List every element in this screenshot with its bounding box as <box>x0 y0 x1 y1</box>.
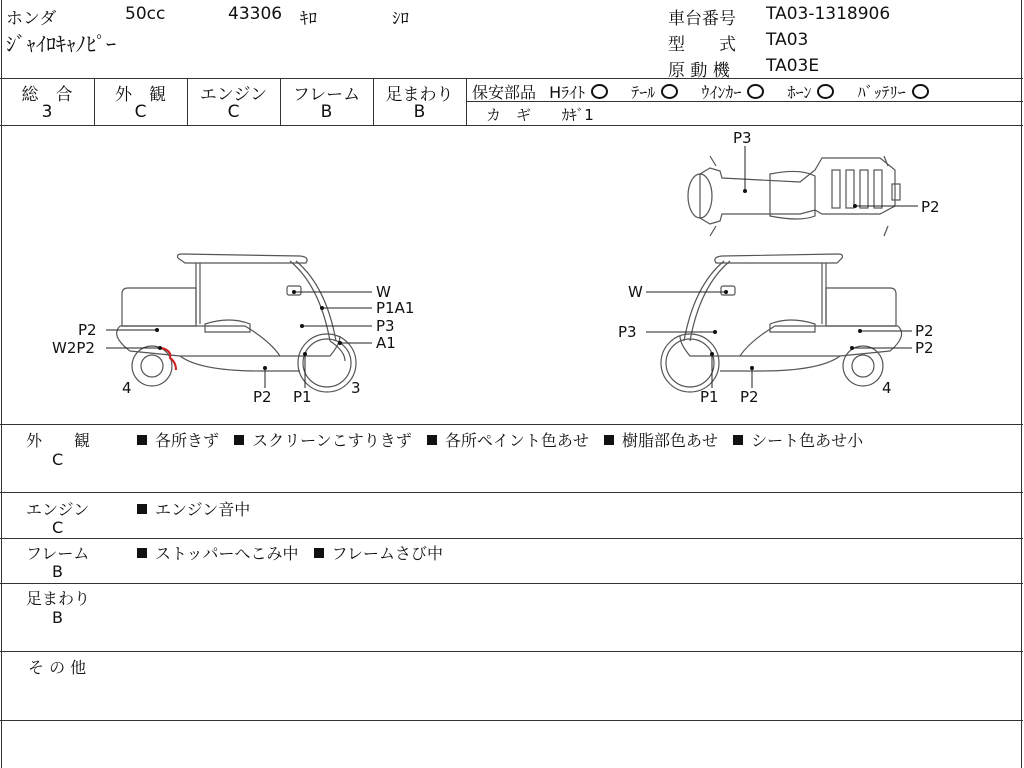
remark-item: 各所きず <box>155 431 220 450</box>
safety-item-tail <box>631 83 678 102</box>
safety-item-label: ﾊﾞｯﾃﾘｰ <box>857 83 906 102</box>
grade-header-overall: 総 合 <box>21 85 73 105</box>
safety-item-battery <box>858 83 929 102</box>
ok-circle-icon <box>912 84 929 99</box>
displacement: 50cc <box>125 4 166 24</box>
bullet-icon <box>733 435 743 445</box>
remarks-exterior-grade: C <box>52 450 64 469</box>
key-row <box>486 104 594 125</box>
remarks-frame-grade: B <box>52 562 63 581</box>
diagram-label-right-p2-lower: P2 <box>915 339 934 357</box>
remarks-engine-grade: C <box>52 518 64 537</box>
grade-header-exterior: 外 観 <box>115 85 166 105</box>
grade-value-engine: C <box>227 102 240 122</box>
diagram-left-rear-wheel-number: 4 <box>122 379 132 397</box>
diagram-label-right-p1-bottom: P1 <box>700 388 719 406</box>
remark-item: ストッパーへこみ中 <box>155 544 299 563</box>
diagram-label-left-w: W <box>376 283 391 301</box>
remark-item: スクリーンこすりきず <box>252 431 412 450</box>
ok-circle-icon <box>747 84 764 99</box>
bullet-icon <box>137 435 147 445</box>
bullet-icon <box>314 548 324 558</box>
remarks-exterior-label: 外 観 <box>26 431 91 450</box>
grade-header-frame: フレーム <box>292 85 361 105</box>
bullet-icon <box>234 435 244 445</box>
ok-circle-icon <box>661 84 678 99</box>
safety-item-winker <box>701 83 764 102</box>
frame-number-label: 車台番号 <box>668 9 736 29</box>
grade-header-engine: エンジン <box>199 85 268 105</box>
diagram-label-left-p3: P3 <box>376 317 395 335</box>
mileage: 43306 <box>228 4 283 24</box>
safety-item-label: ﾎｰﾝ <box>787 83 812 102</box>
type-value: TA03 <box>766 30 809 50</box>
frame-number-value: TA03-1318906 <box>766 4 891 24</box>
type-label: 型 式 <box>668 35 736 55</box>
remarks-engine-items <box>137 497 250 520</box>
damage-mark <box>162 348 176 370</box>
diagram-label-left-p2-rear: P2 <box>78 321 97 339</box>
grade-header-suspension: 足まわり <box>385 85 454 105</box>
remark-item: 各所ペイント色あせ <box>444 431 589 450</box>
safety-item-label: ｳｲﾝｶｰ <box>701 83 742 102</box>
bullet-icon <box>604 435 614 445</box>
safety-item-label: ﾃｰﾙ <box>631 83 656 102</box>
maker: ホンダ <box>6 9 57 29</box>
remarks-other-label: そ の 他 <box>28 658 87 677</box>
remarks-suspension-grade: B <box>52 608 63 627</box>
engine-model-label: 原 動 機 <box>668 61 730 81</box>
color: ｼﾛ <box>392 9 409 29</box>
damage-diagram <box>0 126 1022 423</box>
key-value: ｶｷﾞ1 <box>561 106 594 124</box>
remarks-frame-items <box>137 541 443 564</box>
bullet-icon <box>137 504 147 514</box>
remark-item: フレームさび中 <box>331 544 443 563</box>
diagram-label-left-p2-bottom: P2 <box>253 388 272 406</box>
remark-item: 樹脂部色あせ <box>622 431 719 450</box>
remarks-engine-label: エンジン <box>26 500 90 519</box>
scooter-side-view-right <box>661 254 902 392</box>
diagram-right-rear-wheel-number: 4 <box>882 379 892 397</box>
diagram-label-left-p1-bottom: P1 <box>293 388 312 406</box>
safety-item-headlight <box>549 83 608 102</box>
scooter-top-view <box>688 156 900 236</box>
remarks-suspension-label: 足まわり <box>26 589 91 608</box>
grade-value-exterior: C <box>134 102 147 122</box>
remarks-frame-label: フレーム <box>26 544 90 563</box>
safety-parts-row <box>472 80 939 103</box>
diagram-label-left-a1: A1 <box>376 334 396 352</box>
diagram-label-right-p2-upper: P2 <box>915 322 934 340</box>
safety-parts-label: 保安部品 <box>472 83 537 102</box>
key-label: カ ギ <box>486 106 532 124</box>
safety-item-label: Hﾗｲﾄ <box>549 83 586 102</box>
mileage-unit: ｷﾛ <box>300 9 317 29</box>
diagram-label-top-p2: P2 <box>921 198 940 216</box>
bullet-icon <box>427 435 437 445</box>
diagram-label-left-p1a1: P1A1 <box>376 299 415 317</box>
remark-item: シート色あせ小 <box>751 431 864 450</box>
diagram-label-right-w: W <box>628 283 643 301</box>
model-name: ｼﾞｬｲﾛｷｬﾉﾋﾟｰ <box>6 32 116 56</box>
diagram-label-left-w2p2: W2P2 <box>52 339 95 357</box>
remark-item: エンジン音中 <box>155 500 251 519</box>
grade-value-overall: 3 <box>41 102 53 122</box>
diagram-label-top-p3: P3 <box>733 129 752 147</box>
remarks-exterior-items <box>137 428 863 451</box>
diagram-label-right-p2-bottom: P2 <box>740 388 759 406</box>
ok-circle-icon <box>817 84 834 99</box>
engine-model-value: TA03E <box>766 56 820 76</box>
scooter-side-view-left <box>117 254 356 392</box>
safety-item-horn <box>787 83 834 102</box>
diagram-left-front-wheel-number: 3 <box>351 379 361 397</box>
grade-value-suspension: B <box>413 102 426 122</box>
grade-value-frame: B <box>320 102 333 122</box>
diagram-label-right-p3: P3 <box>618 323 637 341</box>
ok-circle-icon <box>591 84 608 99</box>
bullet-icon <box>137 548 147 558</box>
